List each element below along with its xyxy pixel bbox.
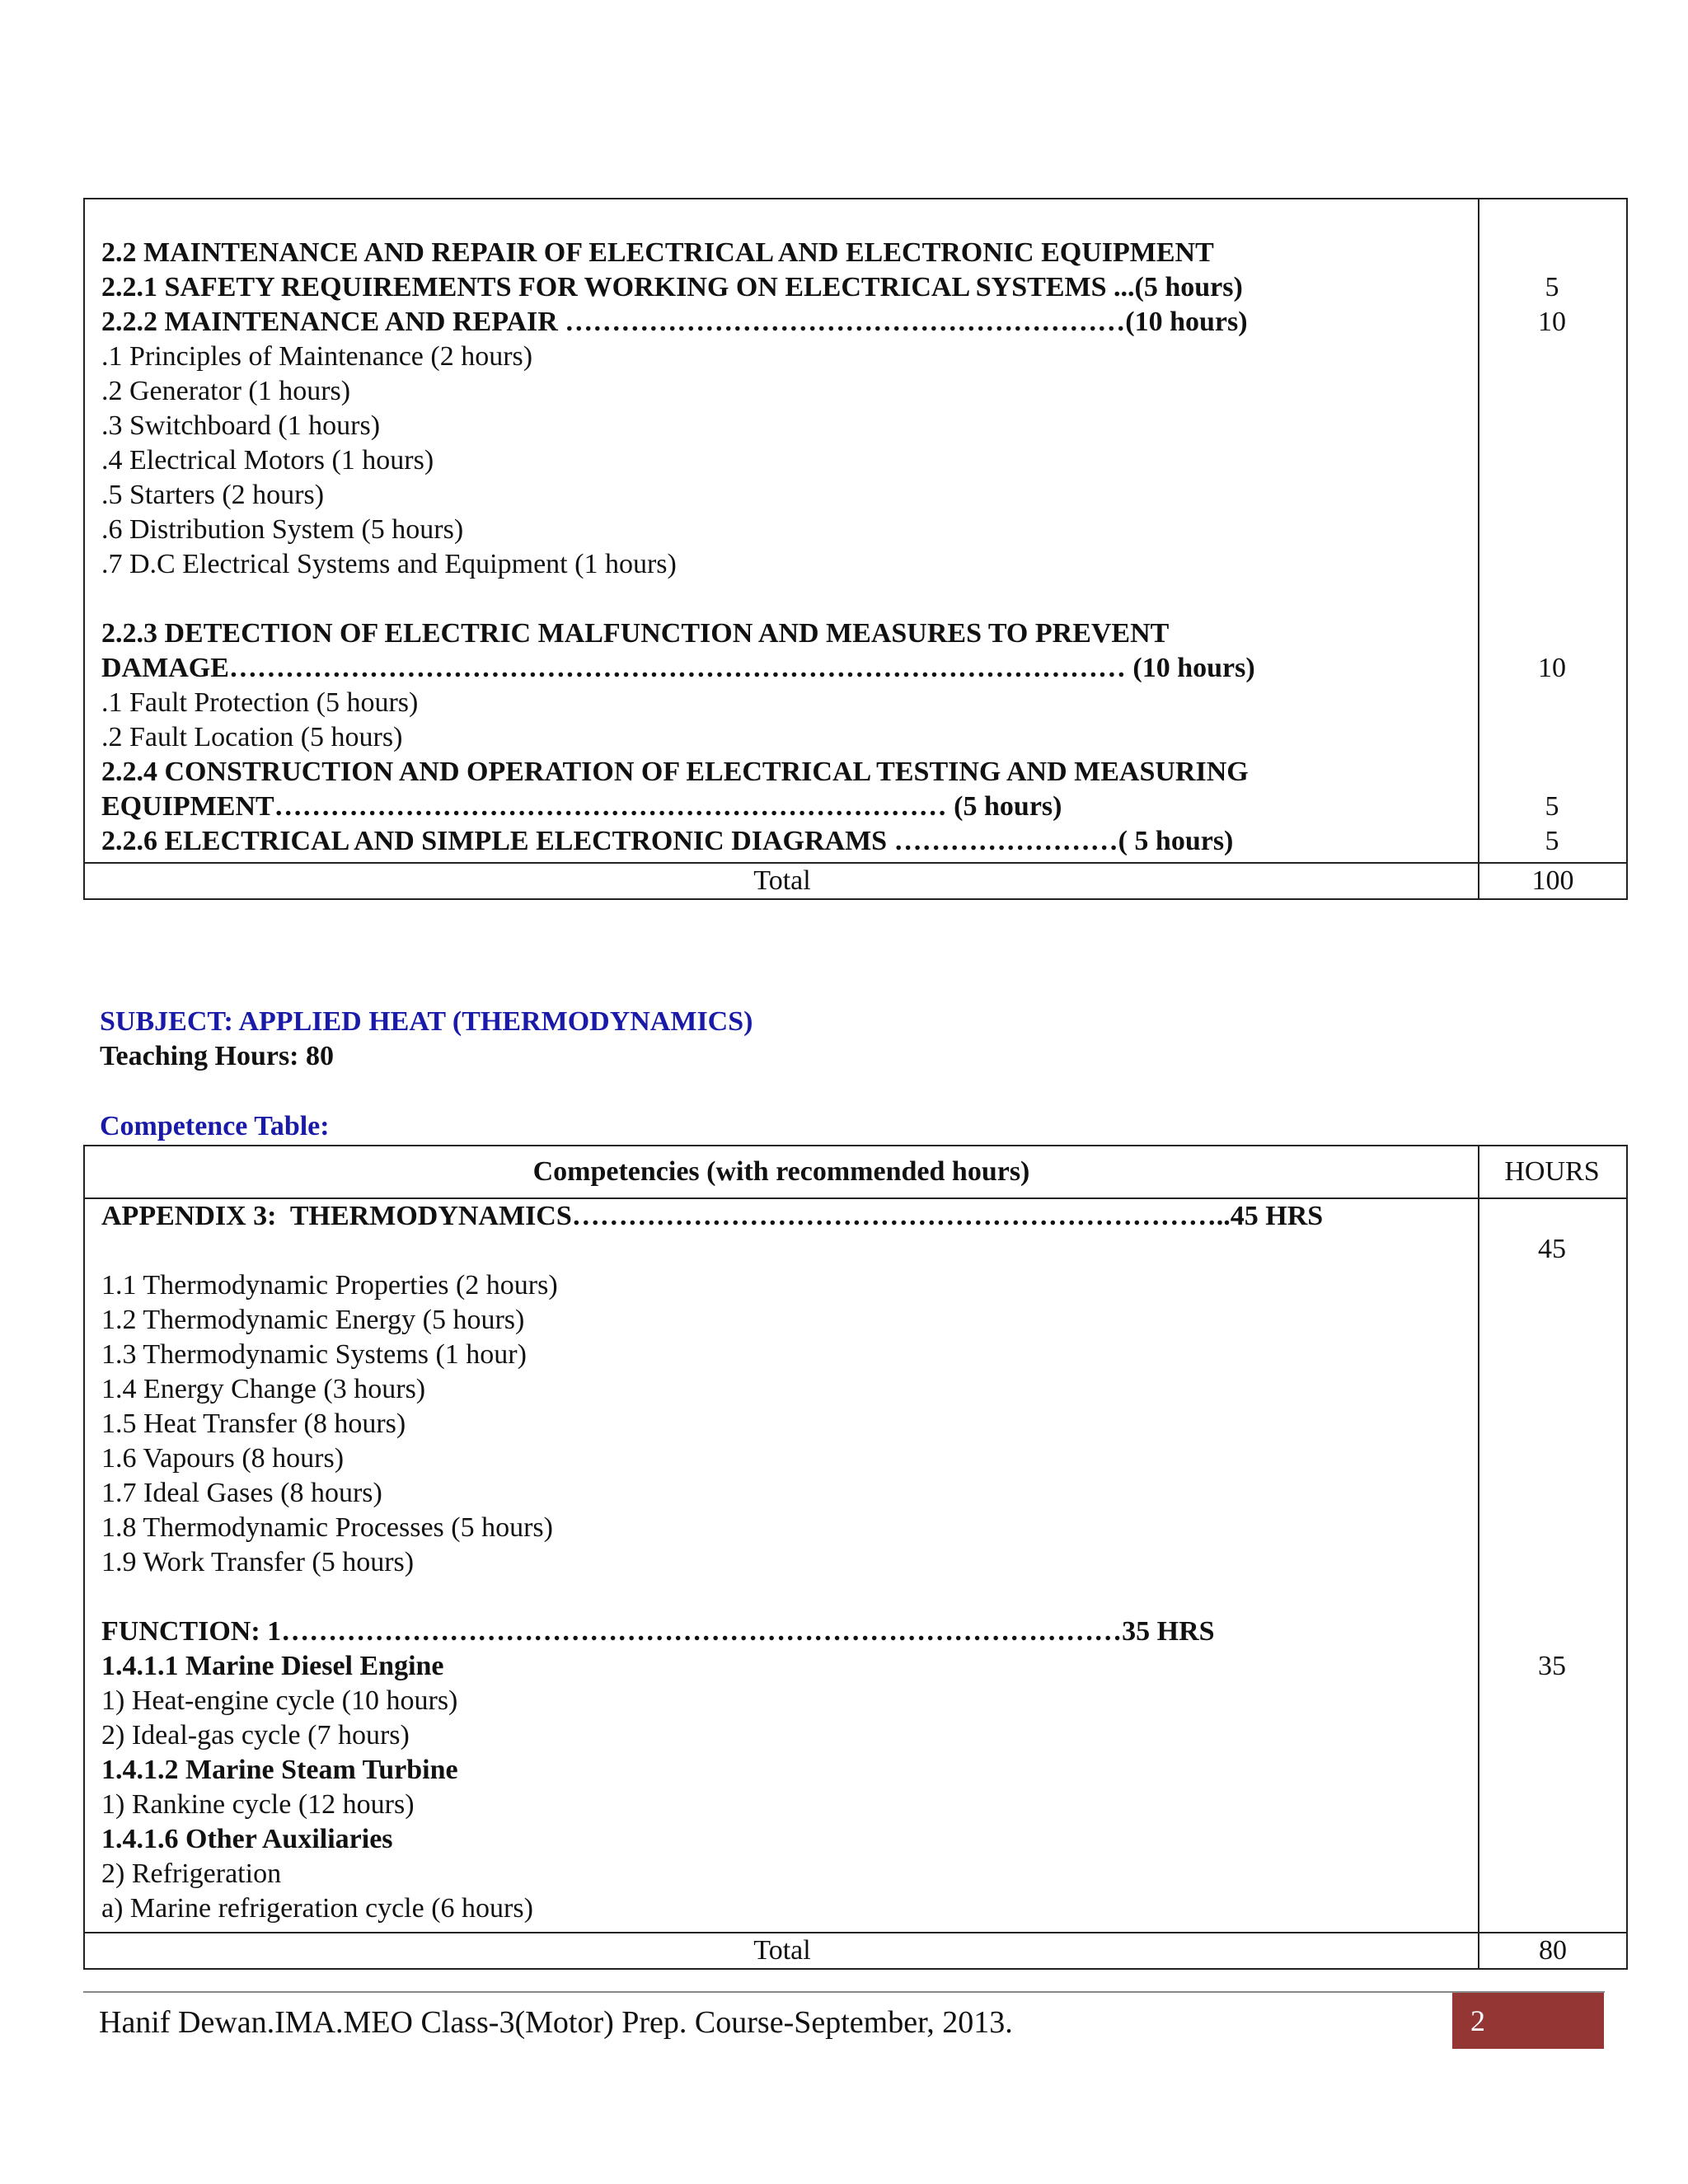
hours-value: 5 [1545, 272, 1559, 302]
hours-value: 5 [1545, 826, 1559, 856]
page-number: 2 [1452, 1993, 1604, 2049]
competency-line: 1.4.1.1 Marine Diesel Engine [101, 1651, 444, 1681]
thermodynamics-competence-table [83, 1145, 1628, 1970]
competency-line: .6 Distribution System (5 hours) [101, 514, 464, 545]
header-competencies: Competencies (with recommended hours) [85, 1146, 1479, 1197]
hours-value: 10 [1538, 307, 1566, 337]
competency-line: .5 Starters (2 hours) [101, 480, 325, 510]
competency-line: 1.4.1.2 Marine Steam Turbine [101, 1755, 458, 1785]
competency-line: 2.2.1 SAFETY REQUIREMENTS FOR WORKING ON ELECTRICAL SYSTEMS ...(5 hours) [101, 272, 1243, 302]
competency-line: 2.2.4 CONSTRUCTION AND OPERATION OF ELECTRICAL TESTING AND MEASURING [101, 757, 1249, 787]
competency-line: 1.4 Energy Change (3 hours) [101, 1374, 426, 1404]
competency-line: 1.2 Thermodynamic Energy (5 hours) [101, 1305, 525, 1335]
total-label: Total [753, 1935, 811, 1966]
competencies-cell [85, 1199, 1479, 1933]
total-row [85, 862, 1626, 898]
competency-line: .3 Switchboard (1 hours) [101, 410, 381, 441]
hours-value: 10 [1538, 653, 1566, 683]
hours-value: 35 [1538, 1651, 1566, 1681]
competency-line: 2.2.3 DETECTION OF ELECTRIC MALFUNCTION AND MEASURES TO PREVENT [101, 618, 1170, 649]
competency-line: 1.9 Work Transfer (5 hours) [101, 1547, 415, 1577]
competency-line: 2.2.2 MAINTENANCE AND REPAIR ……………………………………………………(10 hours) [101, 307, 1248, 337]
competency-line: 1.1 Thermodynamic Properties (2 hours) [101, 1270, 558, 1301]
header-hours: HOURS [1504, 1156, 1600, 1187]
subject-title: SUBJECT: APPLIED HEAT (THERMODYNAMICS) [100, 1006, 753, 1037]
competency-line: 1) Rankine cycle (12 hours) [101, 1789, 415, 1820]
table-header-row [85, 1146, 1626, 1199]
electrical-maintenance-table [83, 198, 1628, 900]
competency-line: .4 Electrical Motors (1 hours) [101, 445, 434, 476]
competency-line: .1 Principles of Maintenance (2 hours) [101, 341, 533, 372]
competency-line: 1) Heat-engine cycle (10 hours) [101, 1685, 458, 1716]
hours-cell [1478, 1199, 1626, 1933]
competency-line: APPENDIX 3: THERMODYNAMICS……………………………………………………………..45 HRS [101, 1201, 1324, 1231]
hours-value: 45 [1538, 1234, 1566, 1264]
total-row [85, 1932, 1626, 1968]
total-value: 100 [1478, 864, 1626, 898]
competency-line: 1.6 Vapours (8 hours) [101, 1443, 345, 1474]
competency-line: .2 Fault Location (5 hours) [101, 722, 403, 752]
competency-line: DAMAGE…………………………………………………………………………………… (10 hours) [101, 653, 1255, 683]
competency-line: 1.8 Thermodynamic Processes (5 hours) [101, 1512, 553, 1543]
footer-divider [83, 1991, 1605, 1993]
competency-line: 2) Ideal-gas cycle (7 hours) [101, 1720, 410, 1750]
competency-line: 1.4.1.6 Other Auxiliaries [101, 1824, 393, 1854]
competency-line: FUNCTION: 1………………………………………………………………………………35 HRS [101, 1616, 1215, 1647]
hours-value: 5 [1545, 791, 1559, 822]
total-value: 80 [1478, 1933, 1626, 1968]
competency-line: 2) Refrigeration [101, 1858, 282, 1889]
teaching-hours: Teaching Hours: 80 [100, 1041, 335, 1071]
competencies-cell [85, 199, 1479, 864]
competency-line: a) Marine refrigeration cycle (6 hours) [101, 1893, 533, 1924]
hours-cell [1478, 199, 1626, 864]
competency-line: .1 Fault Protection (5 hours) [101, 687, 419, 718]
footer-text: Hanif Dewan.IMA.MEO Class-3(Motor) Prep. Course-September, 2013. [99, 2005, 1013, 2040]
competency-line: 1.3 Thermodynamic Systems (1 hour) [101, 1339, 527, 1370]
competence-table-label: Competence Table: [100, 1111, 330, 1141]
competency-line: 2.2.6 ELECTRICAL AND SIMPLE ELECTRONIC DIAGRAMS ……………………( 5 hours) [101, 826, 1234, 856]
total-label: Total [753, 865, 811, 896]
competency-line: .7 D.C Electrical Systems and Equipment (1 hours) [101, 549, 677, 579]
competency-line: EQUIPMENT……………………………………………………………… (5 hours) [101, 791, 1062, 822]
competency-line: .2 Generator (1 hours) [101, 376, 351, 406]
competency-line: 1.5 Heat Transfer (8 hours) [101, 1408, 406, 1439]
competency-line: 1.7 Ideal Gases (8 hours) [101, 1478, 382, 1508]
competency-line: 2.2 MAINTENANCE AND REPAIR OF ELECTRICAL AND ELECTRONIC EQUIPMENT [101, 237, 1214, 268]
